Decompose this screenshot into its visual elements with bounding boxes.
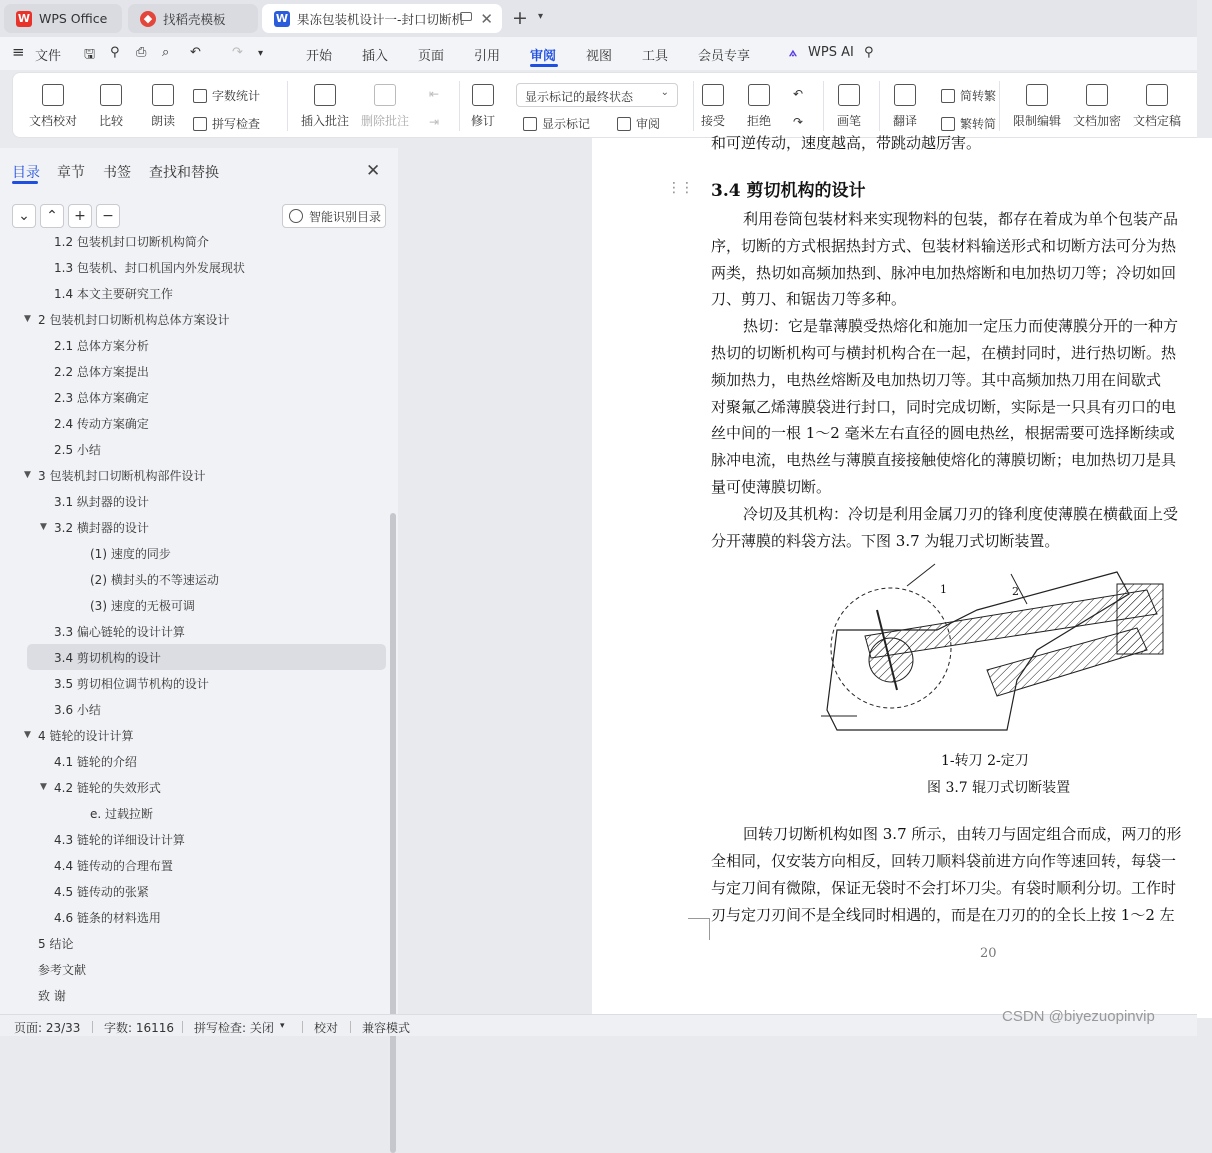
tab-bar xyxy=(0,0,1197,37)
active-tab-underline xyxy=(12,181,38,184)
active-menu-underline xyxy=(530,64,558,67)
toc-item-label: 5 结论 xyxy=(38,936,74,951)
divider xyxy=(823,81,824,131)
translate-label: 翻译 xyxy=(893,114,918,128)
paragraph-line: 刀、剪刀、和锯齿刀等多种。 xyxy=(711,290,907,309)
figure-label-1: 1 xyxy=(940,583,947,596)
next-change-icon[interactable]: ↷ xyxy=(793,115,804,129)
paragraph-line: 频加热力，电热丝熔断及电加热切刀等。其中高频加热刀用在间歇式 xyxy=(711,370,1162,389)
doc-check-icon xyxy=(42,84,64,106)
toc-item[interactable] xyxy=(0,722,386,748)
toc-item-label: 3.5 剪切相位调节机构的设计 xyxy=(54,676,209,691)
compat-mode-status: 兼容模式 xyxy=(362,1021,411,1035)
menu-member[interactable]: 会员专享 xyxy=(698,49,751,64)
toc-item-label: 4.1 链轮的介绍 xyxy=(54,754,137,769)
track-changes-label: 修订 xyxy=(471,114,496,128)
divider xyxy=(999,81,1000,131)
tab-find-replace[interactable]: 查找和替换 xyxy=(149,165,219,181)
toc-item[interactable] xyxy=(0,306,386,332)
tab-bookmarks[interactable]: 书签 xyxy=(103,165,131,181)
show-markup-icon xyxy=(523,117,537,131)
toc-scrollbar[interactable] xyxy=(390,513,396,1153)
track-changes-icon xyxy=(472,84,494,106)
next-comment-icon[interactable]: ⇥ xyxy=(429,115,440,129)
word-doc-icon: W xyxy=(275,12,289,25)
paragraph-line: 量可使薄膜切断。 xyxy=(711,478,832,496)
toc-item-label: 2.4 传动方案确定 xyxy=(54,416,149,431)
paragraph-line: 全相同，仅安装方向相反，回转刀顺料袋前进方向作等速回转，每袋一 xyxy=(711,852,1177,870)
share-icon[interactable]: ⚲ xyxy=(110,45,120,60)
review-pane-icon xyxy=(617,117,631,131)
paragraph-line: 利用卷筒包装材料来实现物料的包装，都存在着成为单个包装产品 xyxy=(743,210,1179,228)
save-icon[interactable]: 🖫 xyxy=(84,47,96,62)
expand-arrow-icon[interactable]: ▼ xyxy=(40,782,47,792)
paragraph-line: 对聚氟乙烯薄膜袋进行封口，同时完成切断，实际是一只具有刃口的电 xyxy=(711,397,1177,416)
read-aloud-icon xyxy=(152,84,174,106)
tab-chapters[interactable]: 章节 xyxy=(57,165,85,181)
comment-add-icon xyxy=(314,84,336,106)
to-traditional-label: 简转繁 xyxy=(960,89,997,103)
toc-item-label: 4.6 链条的材料选用 xyxy=(54,910,161,925)
chevron-down-icon[interactable]: ▾ xyxy=(538,11,544,22)
paragraph-line: 热切：它是靠薄膜受热熔化和施加一定压力而使薄膜分开的一种方 xyxy=(743,317,1179,336)
prev-change-icon[interactable]: ↶ xyxy=(793,87,804,101)
chevron-down-icon[interactable]: ▾ xyxy=(280,1021,285,1031)
toc-item[interactable] xyxy=(0,956,386,982)
to-simplified-label: 繁转简 xyxy=(960,117,997,131)
tab-document[interactable] xyxy=(262,4,502,33)
watermark: CSDN @biyezuopinvip xyxy=(1002,1008,1155,1025)
print-preview-icon[interactable]: ⌕ xyxy=(162,45,170,60)
tab-wps-office[interactable] xyxy=(4,4,122,33)
toc-item-label: 2.1 总体方案分析 xyxy=(54,338,149,353)
reject-icon xyxy=(748,84,770,106)
toc-item[interactable] xyxy=(0,332,386,358)
encrypt-label: 文档加密 xyxy=(1073,114,1122,128)
toc-item-label: 2.5 小结 xyxy=(54,442,101,457)
menu-bar xyxy=(0,37,1197,70)
pen-label: 画笔 xyxy=(837,114,862,128)
tab-toc[interactable]: 目录 xyxy=(12,165,40,181)
reject-button[interactable] xyxy=(747,84,771,129)
toc-item[interactable] xyxy=(0,670,386,696)
toc-item[interactable] xyxy=(0,748,386,774)
reject-label: 拒绝 xyxy=(747,114,772,128)
review-toolbar xyxy=(12,72,1197,138)
toc-item[interactable] xyxy=(0,774,386,800)
to-traditional-icon xyxy=(941,89,955,103)
divider xyxy=(350,1021,351,1033)
toc-item[interactable] xyxy=(0,358,386,384)
divider xyxy=(182,1021,183,1033)
insert-comment-label: 插入批注 xyxy=(301,114,350,128)
toc-item-label: 1.3 包装机、封口机国内外发展现状 xyxy=(54,260,245,275)
compare-button[interactable] xyxy=(99,84,123,129)
toc-item-label: e. 过载拉断 xyxy=(90,806,154,821)
to-simplified-icon xyxy=(941,117,955,131)
finalize-button[interactable] xyxy=(1133,84,1181,129)
compare-icon xyxy=(100,84,122,106)
paragraph-line: 冷切及其机构：冷切是利用金属刀刃的锋利度使薄膜在横截面上受 xyxy=(743,504,1179,523)
menu-file[interactable]: 文件 xyxy=(35,49,62,64)
translate-icon xyxy=(894,84,916,106)
encrypt-button[interactable] xyxy=(1073,84,1121,129)
toc-item-label: (1) 速度的同步 xyxy=(90,546,171,561)
pen-icon xyxy=(838,84,860,106)
toc-item-label: 3.2 横封器的设计 xyxy=(54,520,149,535)
toc-item-label: 参考文献 xyxy=(38,962,87,977)
new-tab-icon[interactable]: + xyxy=(512,7,528,29)
toc-item-label: 4.4 链传动的合理布置 xyxy=(54,858,173,873)
tab-label: 找稻壳模板 xyxy=(163,11,226,27)
word-count-icon xyxy=(193,89,207,103)
menu-page[interactable]: 页面 xyxy=(418,49,445,64)
page-number: 20 xyxy=(980,946,997,961)
toc-item[interactable] xyxy=(0,254,386,280)
toc-item[interactable] xyxy=(0,982,386,1008)
wps-logo-icon: W xyxy=(17,12,31,25)
toc-item-label: (3) 速度的无极可调 xyxy=(90,598,195,613)
paragraph-line: 丝中间的一根 1～2 毫米左右直径的圆电热丝，根据需要可选择断续或 xyxy=(711,424,1175,443)
hamburger-icon[interactable]: ≡ xyxy=(12,43,25,61)
smart-toc-icon xyxy=(289,209,303,223)
finalize-icon xyxy=(1146,84,1168,106)
toc-item[interactable] xyxy=(0,514,386,540)
document-canvas xyxy=(398,134,1197,1014)
toc-item-label: 4 链轮的设计计算 xyxy=(38,728,134,743)
toc-item[interactable] xyxy=(0,878,386,904)
toc-item[interactable] xyxy=(0,384,386,410)
toc-item-label: 2.2 总体方案提出 xyxy=(54,364,149,379)
roller-knife-figure xyxy=(817,570,1187,740)
plus-icon: + xyxy=(74,208,86,224)
menu-review[interactable]: 审阅 xyxy=(530,49,557,64)
toc-item[interactable] xyxy=(0,800,386,826)
toc-item-label: 1.4 本文主要研究工作 xyxy=(54,286,173,301)
collapse-up-button[interactable] xyxy=(40,204,64,228)
toc-item-label: 1.2 包装机封口切断机构简介 xyxy=(54,234,209,249)
figure-label-2: 2 xyxy=(1012,585,1019,598)
read-aloud-label: 朗读 xyxy=(151,114,176,128)
toc-item[interactable] xyxy=(0,488,386,514)
spell-check-label: 拼写检查 xyxy=(212,117,261,131)
accept-label: 接受 xyxy=(701,114,726,128)
toc-item-label: 3.1 纵封器的设计 xyxy=(54,494,149,509)
track-changes-button[interactable] xyxy=(471,84,495,129)
toc-item[interactable] xyxy=(27,644,386,670)
tab-docer-template[interactable] xyxy=(128,4,258,33)
toc-item-label: 3.6 小结 xyxy=(54,702,101,717)
divider xyxy=(92,1021,93,1033)
paragraph-line: 分开薄膜的料袋方法。下图 3.7 为辊刀式切断装置。 xyxy=(711,531,1060,550)
read-aloud-button[interactable] xyxy=(151,84,175,129)
toc-item[interactable] xyxy=(0,228,386,254)
toc-item-label: 2 包装机封口切断机构总体方案设计 xyxy=(38,312,230,327)
lock-icon xyxy=(1026,84,1048,106)
redo-icon[interactable]: ↷ xyxy=(232,45,243,60)
more-chevron-icon[interactable]: ▾ xyxy=(258,48,264,59)
toc-item[interactable] xyxy=(0,696,386,722)
toc-item-label: 4.5 链传动的张紧 xyxy=(54,884,149,899)
expand-arrow-icon[interactable]: ▼ xyxy=(40,522,47,532)
remove-heading-button[interactable] xyxy=(96,204,120,228)
toc-list xyxy=(0,236,398,1014)
minus-icon: − xyxy=(102,208,114,224)
menu-insert[interactable]: 插入 xyxy=(362,49,389,64)
compare-label: 比较 xyxy=(99,114,124,128)
doc-check-button[interactable] xyxy=(29,84,77,129)
review-pane-button[interactable] xyxy=(617,115,660,132)
translate-button[interactable] xyxy=(893,84,917,129)
toc-item[interactable] xyxy=(0,540,386,566)
page-indicator[interactable]: 页面: 23/33 xyxy=(14,1021,81,1035)
search-icon[interactable]: ⚲ xyxy=(864,45,874,60)
monitor-icon[interactable] xyxy=(460,12,472,21)
doc-check-label: 文档校对 xyxy=(29,114,78,128)
chevron-down-icon: ⌄ xyxy=(18,208,30,224)
paragraph-line: 与定刀间有微隙，保证无袋时不会打坏刀尖。有袋时顺利分切。工作时 xyxy=(711,879,1177,897)
undo-icon[interactable]: ↶ xyxy=(190,45,201,60)
menu-tools[interactable]: 工具 xyxy=(642,49,669,64)
toc-item-label: 4.2 链轮的失效形式 xyxy=(54,780,161,795)
tab-label: WPS Office xyxy=(39,11,108,26)
expand-arrow-icon[interactable]: ▼ xyxy=(24,730,31,740)
prev-comment-icon[interactable]: ⇤ xyxy=(429,87,440,101)
toc-item-label: 3.4 剪切机构的设计 xyxy=(54,650,161,665)
close-tab-icon[interactable]: ✕ xyxy=(480,10,493,28)
docer-icon: ◆ xyxy=(140,11,156,27)
expand-down-button[interactable] xyxy=(12,204,36,228)
toc-item[interactable] xyxy=(0,436,386,462)
toc-item[interactable] xyxy=(0,410,386,436)
toc-item-label: 3.3 偏心链轮的设计计算 xyxy=(54,624,185,639)
encrypt-icon xyxy=(1086,84,1108,106)
paragraph-line: 两类，热切如高频加热到、脉冲电加热熔断和电加热切刀等；冷切如回 xyxy=(711,263,1177,282)
expand-arrow-icon[interactable]: ▼ xyxy=(24,470,31,480)
show-markup-button[interactable] xyxy=(523,115,590,132)
navigation-pane xyxy=(0,148,398,1014)
to-traditional-button[interactable] xyxy=(941,87,996,104)
insert-comment-button[interactable] xyxy=(301,84,349,129)
wps-ai-icon: ⟑ xyxy=(789,45,797,60)
menu-reference[interactable]: 引用 xyxy=(474,49,501,64)
divider xyxy=(302,1021,303,1033)
toc-item[interactable] xyxy=(0,566,386,592)
chevron-up-icon: ⌃ xyxy=(46,208,58,224)
pen-button[interactable] xyxy=(837,84,861,129)
paragraph-line: 回转刀切断机构如图 3.7 所示，由转刀与固定组合而成，两刀的形 xyxy=(743,825,1182,843)
spell-check-button[interactable] xyxy=(193,115,260,132)
toc-item[interactable] xyxy=(0,462,386,488)
paragraph-line: 和可逆传动，速度越高，带跳动越厉害。 xyxy=(711,134,982,152)
proofread-status[interactable]: 校对 xyxy=(314,1021,339,1035)
leader-line-1 xyxy=(907,564,935,586)
markup-state-select[interactable] xyxy=(516,83,678,107)
section-heading: 3.4 剪切机构的设计 xyxy=(711,181,866,201)
review-pane-label: 审阅 xyxy=(636,117,661,131)
divider xyxy=(879,81,880,131)
word-count-button[interactable] xyxy=(193,87,260,104)
paragraph-line: 序，切断的方式根据热封方式、包装材料输送形式和切断方法可分为热 xyxy=(711,236,1177,255)
comment-delete-icon xyxy=(374,84,396,106)
restrict-edit-button[interactable] xyxy=(1013,84,1061,129)
toc-item[interactable] xyxy=(0,826,386,852)
word-count-label: 字数统计 xyxy=(212,89,261,103)
divider xyxy=(287,81,288,131)
show-markup-label: 显示标记 xyxy=(542,117,591,131)
divider xyxy=(693,81,694,131)
toc-item[interactable] xyxy=(0,592,386,618)
figure-caption: 图 3.7 辊刀式切断装置 xyxy=(927,780,1071,796)
paragraph-line: 脉冲电流，电热丝与薄膜直接接触使熔化的薄膜切断；电加热切刀是具 xyxy=(711,451,1177,470)
drag-handle-icon[interactable]: ⋮⋮ xyxy=(667,180,693,196)
toc-item-label: 2.3 总体方案确定 xyxy=(54,390,149,405)
menu-view[interactable]: 视图 xyxy=(586,49,613,64)
toc-item-label: (2) 横封头的不等速运动 xyxy=(90,572,219,587)
toc-item-label: 4.3 链轮的详细设计计算 xyxy=(54,832,185,847)
toc-item-label: 3 包装机封口切断机构部件设计 xyxy=(38,468,206,483)
expand-arrow-icon[interactable]: ▼ xyxy=(24,314,31,324)
toc-item-label: 致 谢 xyxy=(38,988,66,1003)
paragraph-line: 热切的切断机构可与横封机构合在一起，在横封同时，进行热切断。热 xyxy=(711,344,1177,362)
markup-state-value: 显示标记的最终状态 xyxy=(525,90,634,104)
toc-item[interactable] xyxy=(0,280,386,306)
smart-toc-button[interactable] xyxy=(282,204,386,228)
close-pane-icon[interactable]: ✕ xyxy=(366,161,381,181)
to-simplified-button[interactable] xyxy=(941,115,996,132)
toc-item[interactable] xyxy=(0,904,386,930)
menu-wps-ai[interactable]: WPS AI xyxy=(808,45,854,60)
spell-check-status[interactable]: 拼写检查: 关闭 xyxy=(194,1021,274,1035)
page-corner-mark xyxy=(688,918,710,940)
spell-check-icon xyxy=(193,117,207,131)
accept-button[interactable] xyxy=(701,84,725,129)
finalize-label: 文档定稿 xyxy=(1133,114,1182,128)
delete-comment-label: 删除批注 xyxy=(361,114,410,128)
accept-icon xyxy=(702,84,724,106)
delete-comment-button[interactable] xyxy=(361,84,409,129)
toc-item[interactable] xyxy=(0,618,386,644)
word-count-status[interactable]: 字数: 16116 xyxy=(104,1021,175,1035)
toc-item[interactable] xyxy=(0,930,386,956)
menu-start[interactable]: 开始 xyxy=(306,49,333,64)
divider xyxy=(459,81,460,131)
add-heading-button[interactable] xyxy=(68,204,92,228)
smart-toc-label: 智能识别目录 xyxy=(309,209,382,224)
toc-item[interactable] xyxy=(0,852,386,878)
document-page xyxy=(592,134,1212,1018)
chevron-down-icon: ⌄ xyxy=(660,87,669,98)
restrict-edit-label: 限制编辑 xyxy=(1013,114,1062,128)
paragraph-line: 刃与定刀刃间不是全线同时相遇的，而是在刀刃的的全长上按 1～2 左 xyxy=(711,906,1175,924)
print-icon[interactable]: ⎙ xyxy=(136,45,147,60)
tab-label: 果冻包装机设计一-封口切断机 xyxy=(297,11,465,27)
figure-legend: 1-转刀 2-定刀 xyxy=(941,753,1029,769)
